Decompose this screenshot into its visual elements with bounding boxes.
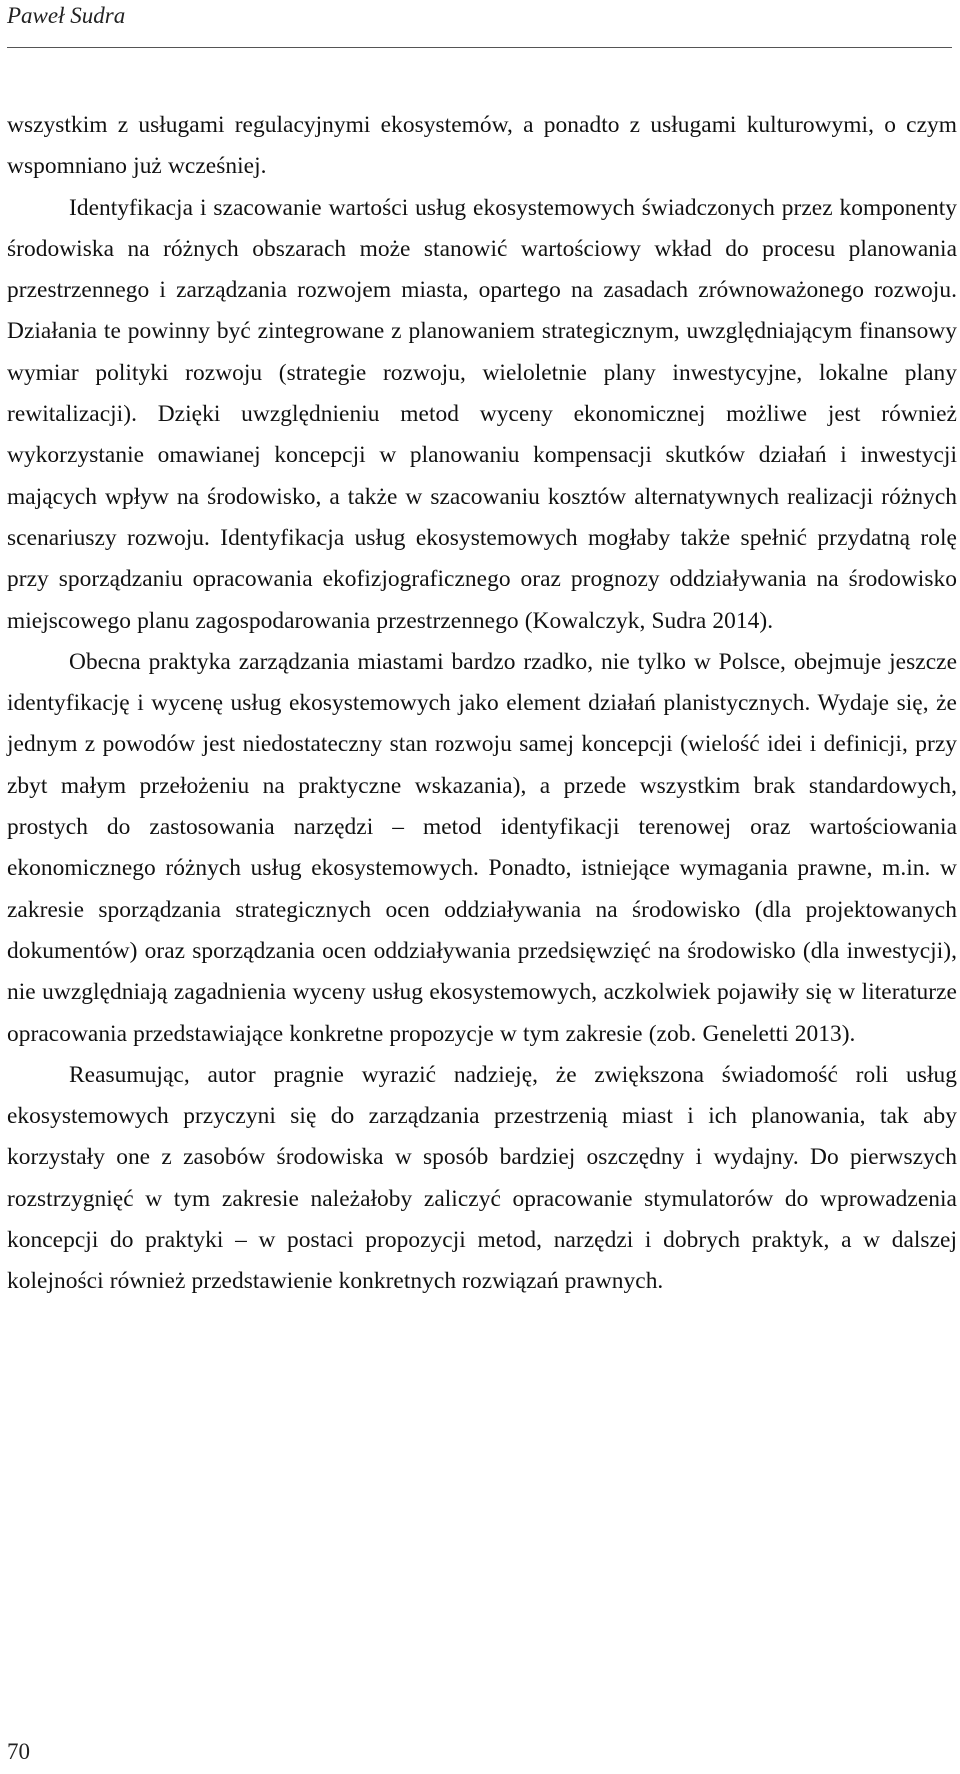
paragraph-continuation: wszystkim z usługami regulacyjnymi ekosystemów, a ponadto z usługami kulturowymi, o czym wspomniano już wcześniej.	[7, 112, 957, 180]
page-number: 70	[7, 1739, 30, 1764]
main-text	[7, 105, 957, 1303]
paragraph-current-practice: Obecna praktyka zarządzania miastami bardzo rzadko, nie tylko w Polsce, obejmuje jeszcze identyfikację i wycenę usług ekosystemowych jako element działań planistycznych. Wydaje się, że jednym z powodów jest niedostateczny stan rozwoju samej koncepcji (wielość idei i definicji, przy zbyt małym przełożeniu na praktyczne wskazania), a przede wszystkim brak standardowych, prostych do zastosowania narzędzi – metod identyfikacji terenowej oraz wartościowania ekonomicznego różnych usług ekosystemowych. Ponadto, istniejące wymagania prawne, m.in. w zakresie sporządzania strategicznych ocen oddziaływania na środowisko (dla projektowanych dokumentów) oraz sporządzania ocen oddziaływania przedsięwzięć na środowisko (dla inwestycji), nie uwzględniają zagadnienia wyceny usług ekosystemowych, aczkolwiek pojawiły się w literaturze opracowania przedstawiające konkretne propozycje w tym zakresie (zob. Geneletti 2013).	[7, 648, 957, 1047]
paragraph-ecosystem-services-planning: Identyfikacja i szacowanie wartości usług ekosystemowych świadczonych przez komponenty środowiska na różnych obszarach może stanowić wartościowy wkład do procesu planowania przestrzennego i zarządzania rozwojem miasta, opartego na zasadach zrównoważonego rozwoju. Działania te powinny być zintegrowane z planowaniem strategicznym, uwzględniającym finansowy wymiar polityki rozwoju (strategie rozwoju, wieloletnie plany inwestycyjne, lokalne plany rewitalizacji). Dzięki uwzględnieniu metod wyceny ekonomicznej możliwe jest również wykorzystanie omawianej koncepcji w planowaniu kompensacji skutków działań i inwestycji mających wpływ na środowisko, a także w szacowaniu kosztów alternatywnych realizacji różnych scenariuszy rozwoju. Identyfikacja usług ekosystemowych mogłaby także spełnić przydatną rolę przy sporządzaniu opracowania ekofizjograficznego oraz prognozy oddziaływania na środowisko miejscowego planu zagospodarowania przestrzennego (Kowalczyk, Sudra 2014).	[7, 194, 957, 634]
author-name: Paweł Sudra	[7, 3, 126, 28]
header-divider	[7, 47, 952, 48]
paragraph-summary: Reasumując, autor pragnie wyrazić nadzieję, że zwiększona świadomość roli usług ekosystemowych przyczyni się do zarządzania przestrzenią miast i ich planowania, tak aby korzystały one z zasobów środowiska w sposób bardziej oszczędny i wydajny. Do pierwszych rozstrzygnięć w tym zakresie należałoby zaliczyć opracowanie stymulatorów do wprowadzenia koncepcji do praktyki – w postaci propozycji metod, narzędzi i dobrych praktyk, a w dalszej kolejności również przedstawienie konkretnych rozwiązań prawnych.	[7, 1061, 957, 1295]
